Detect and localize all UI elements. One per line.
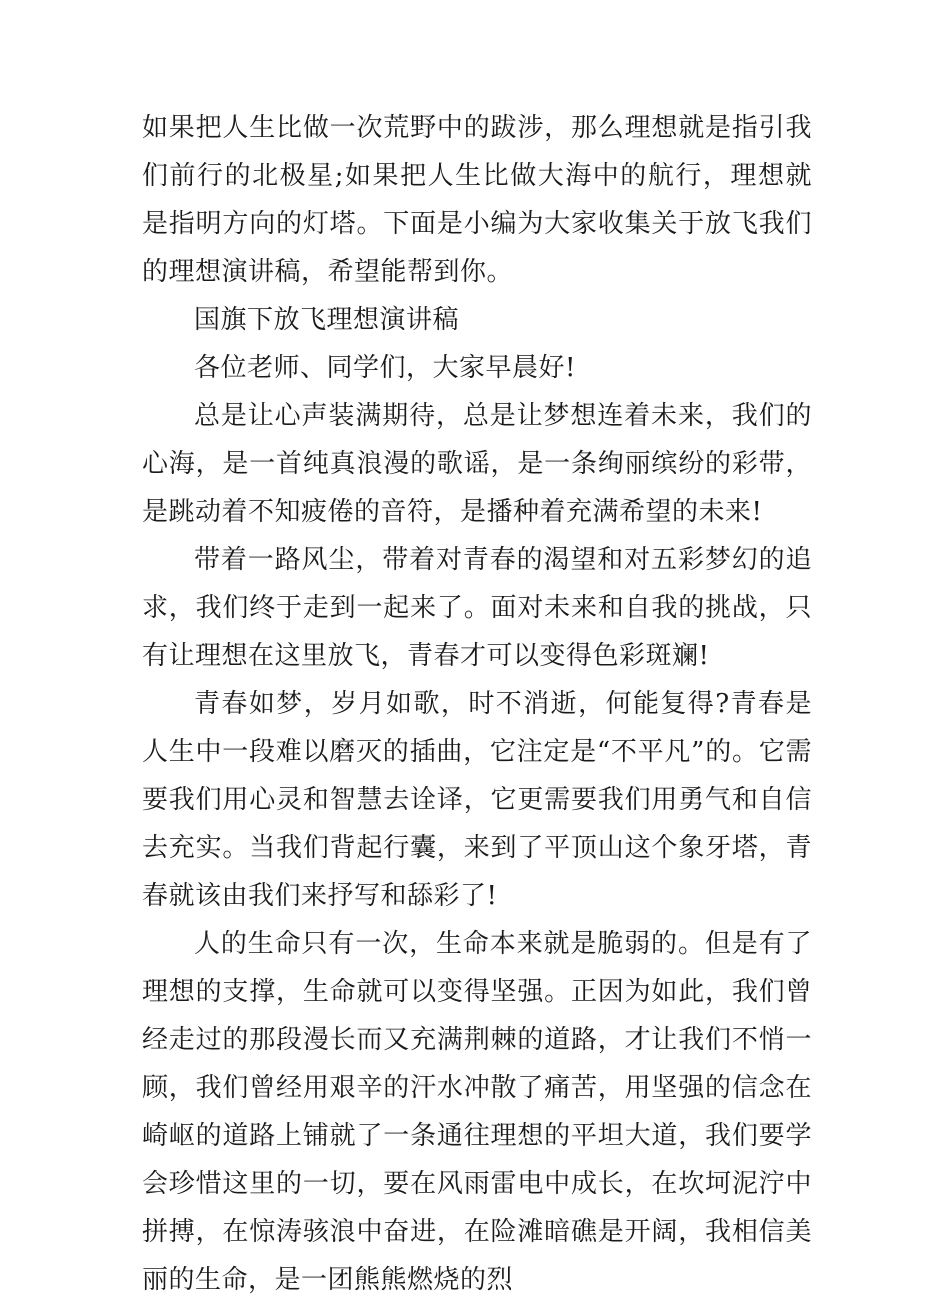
paragraph-body-1: 总是让心声装满期待，总是让梦想连着未来，我们的心海，是一首纯真浪漫的歌谣，是一条绚丽缤纷的彩带，是跳动着不知疲倦的音符，是播种着充满希望的未来!: [142, 401, 812, 527]
paragraph-body-3: 青春如梦，岁月如歌，时不消逝，何能复得?青春是人生中一段难以磨灭的插曲，它注定是“不平凡”的。它需要我们用心灵和智慧去诠译，它更需要我们用勇气和自信去充实。当我们背起行囊，来到了平顶山这个象牙塔，青春就该由我们来抒写和舔彩了!: [142, 689, 812, 911]
speech-title: 国旗下放飞理想演讲稿: [194, 305, 460, 335]
paragraph-body-2: 带着一路风尘，带着对青春的渴望和对五彩梦幻的追求，我们终于走到一起来了。面对未来和自我的挑战，只有让理想在这里放飞，青春才可以变得色彩斑斓!: [142, 545, 812, 671]
paragraph-intro: 如果把人生比做一次荒野中的跋涉，那么理想就是指引我们前行的北极星;如果把人生比做大海中的航行，理想就是指明方向的灯塔。下面是小编为大家收集关于放飞我们的理想演讲稿，希望能帮到你。: [142, 113, 812, 287]
paragraph-body-4: 人的生命只有一次，生命本来就是脆弱的。但是有了理想的支撑，生命就可以变得坚强。正因为如此，我们曾经走过的那段漫长而又充满荆棘的道路，才让我们不悄一顾，我们曾经用艰辛的汗水冲散了痛苦，用坚强的信念在崎岖的道路上铺就了一条通往理想的平坦大道，我们要学会珍惜这里的一切，要在风雨雷电中成长，在坎坷泥泞中拼搏，在惊涛骇浪中奋进，在险滩暗礁是开阔，我相信美丽的生命，是一团熊熊燃烧的烈: [142, 929, 812, 1295]
document-body: [142, 104, 812, 1304]
paragraph-greeting: 各位老师、同学们，大家早晨好!: [194, 353, 576, 383]
